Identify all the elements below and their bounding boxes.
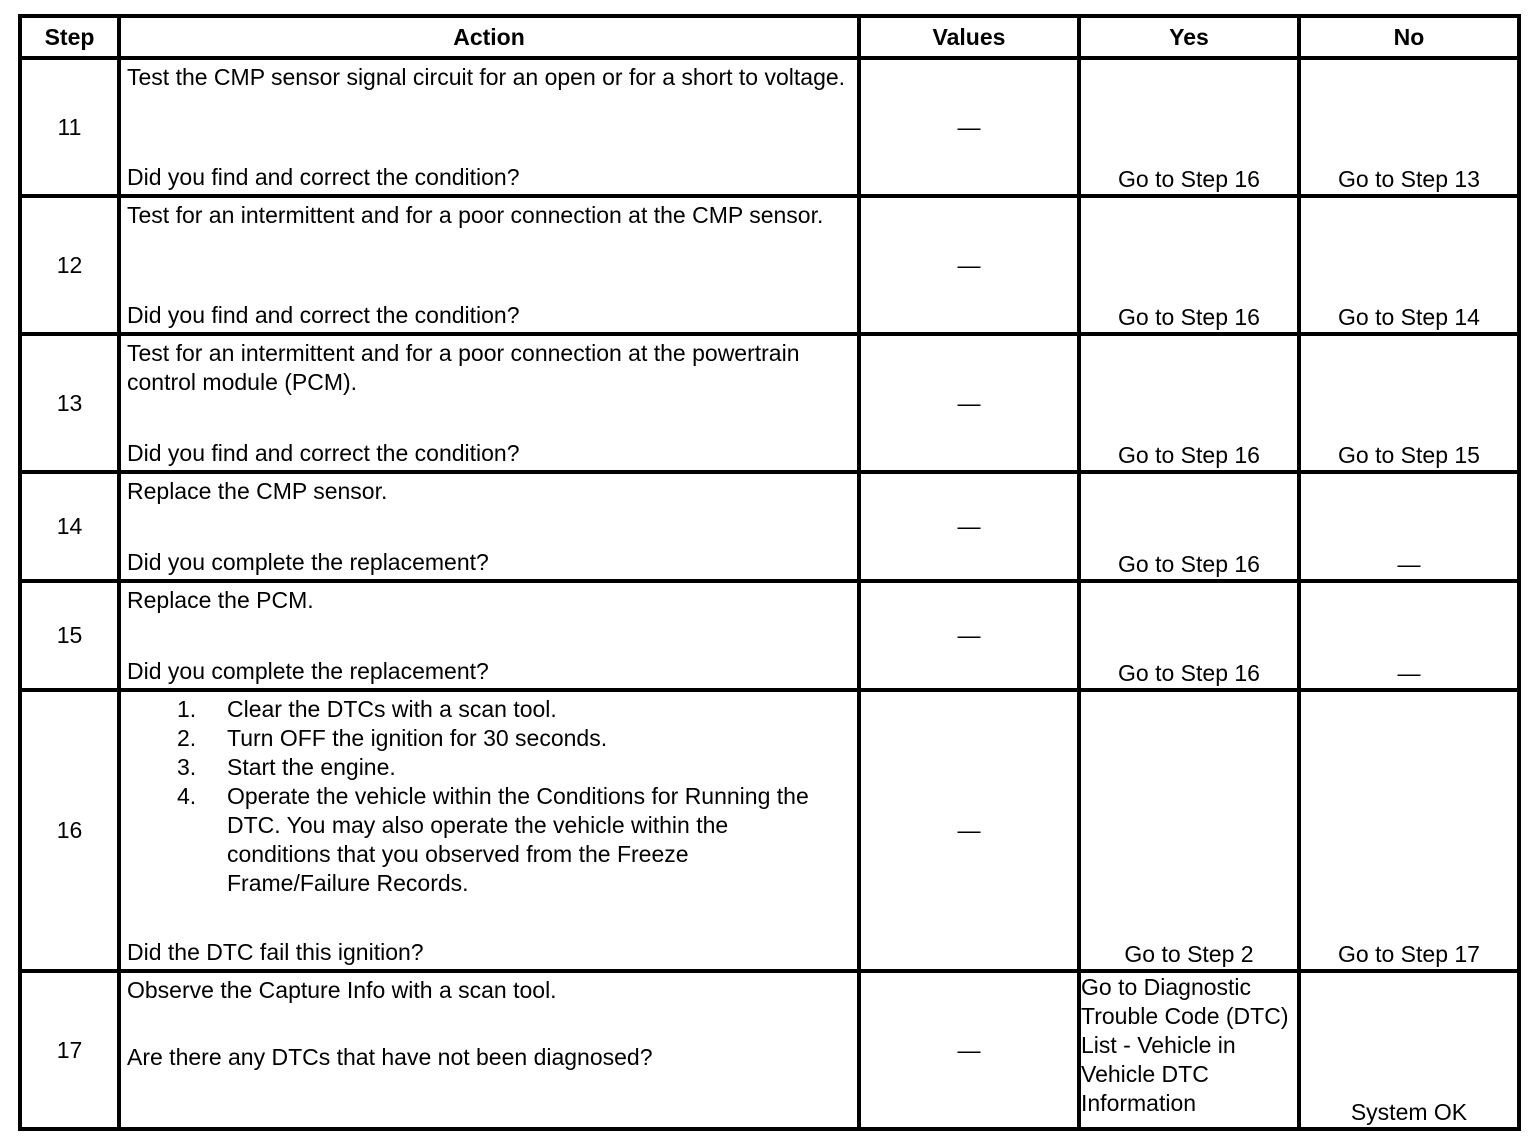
value-cell: — <box>859 472 1079 581</box>
value-cell: — <box>859 58 1079 196</box>
procedure-list <box>127 695 857 898</box>
step-number: 14 <box>20 472 119 581</box>
table-row <box>20 971 1519 1129</box>
no-link: Go to Step 17 <box>1299 690 1519 971</box>
list-item: 1. Clear the DTCs with a scan tool. <box>177 696 557 722</box>
no-link: Go to Step 13 <box>1299 58 1519 196</box>
action-question: Did the DTC fail this ignition? <box>127 939 424 965</box>
action-cell <box>119 971 859 1129</box>
yes-link: Go to Step 16 <box>1079 472 1299 581</box>
step-number: 11 <box>20 58 119 196</box>
action-text: Observe the Capture Info with a scan tool. <box>127 977 557 1003</box>
action-question: Did you find and correct the condition? <box>127 440 520 466</box>
no-link: — <box>1299 581 1519 690</box>
action-question: Did you find and correct the condition? <box>127 164 520 190</box>
list-item: 4. Operate the vehicle within the Conditions for Running the DTC. You may also operate the vehicle within the conditions that you observed from the Freeze Frame/Failure Records. <box>177 783 809 896</box>
no-link: — <box>1299 472 1519 581</box>
table-row <box>20 196 1519 334</box>
action-text: Replace the PCM. <box>127 587 314 613</box>
list-item: 2. Turn OFF the ignition for 30 seconds. <box>177 725 608 751</box>
action-cell <box>119 58 859 196</box>
value-cell: — <box>859 196 1079 334</box>
step-number: 16 <box>20 690 119 971</box>
action-cell <box>119 196 859 334</box>
yes-link: Go to Step 16 <box>1079 334 1299 472</box>
header-row <box>20 16 1519 58</box>
action-text: Test for an intermittent and for a poor connection at the CMP sensor. <box>127 202 824 228</box>
table-row <box>20 58 1519 196</box>
step-number: 12 <box>20 196 119 334</box>
step-number: 17 <box>20 971 119 1129</box>
table-row <box>20 581 1519 690</box>
table-row <box>20 690 1519 971</box>
yes-link: Go to Diagnostic Trouble Code (DTC) List - Vehicle in Vehicle DTC Information <box>1079 971 1299 1129</box>
no-link: Go to Step 14 <box>1299 196 1519 334</box>
action-cell <box>119 581 859 690</box>
table-row <box>20 472 1519 581</box>
action-cell <box>119 334 859 472</box>
value-cell: — <box>859 690 1079 971</box>
value-cell: — <box>859 971 1079 1129</box>
action-question: Did you find and correct the condition? <box>127 302 520 328</box>
no-link: Go to Step 15 <box>1299 334 1519 472</box>
action-cell <box>119 690 859 971</box>
header-values: Values <box>859 16 1079 58</box>
action-question: Did you complete the replacement? <box>127 549 489 575</box>
list-item: 3. Start the engine. <box>177 754 396 780</box>
yes-link: Go to Step 2 <box>1079 690 1299 971</box>
action-text: Replace the CMP sensor. <box>127 478 388 504</box>
diagnostic-table <box>18 14 1521 1131</box>
action-cell <box>119 472 859 581</box>
action-question: Are there any DTCs that have not been diagnosed? <box>127 1044 653 1070</box>
header-yes: Yes <box>1079 16 1299 58</box>
header-action: Action <box>119 16 859 58</box>
value-cell: — <box>859 334 1079 472</box>
yes-link: Go to Step 16 <box>1079 196 1299 334</box>
no-link: System OK <box>1299 971 1519 1129</box>
header-no: No <box>1299 16 1519 58</box>
action-text: Test for an intermittent and for a poor connection at the powertrain control module (PCM). <box>127 340 800 395</box>
action-question: Did you complete the replacement? <box>127 658 489 684</box>
yes-link: Go to Step 16 <box>1079 581 1299 690</box>
step-number: 15 <box>20 581 119 690</box>
table-row <box>20 334 1519 472</box>
step-number: 13 <box>20 334 119 472</box>
action-text: Test the CMP sensor signal circuit for an open or for a short to voltage. <box>127 64 846 90</box>
value-cell: — <box>859 581 1079 690</box>
yes-link: Go to Step 16 <box>1079 58 1299 196</box>
header-step: Step <box>20 16 119 58</box>
